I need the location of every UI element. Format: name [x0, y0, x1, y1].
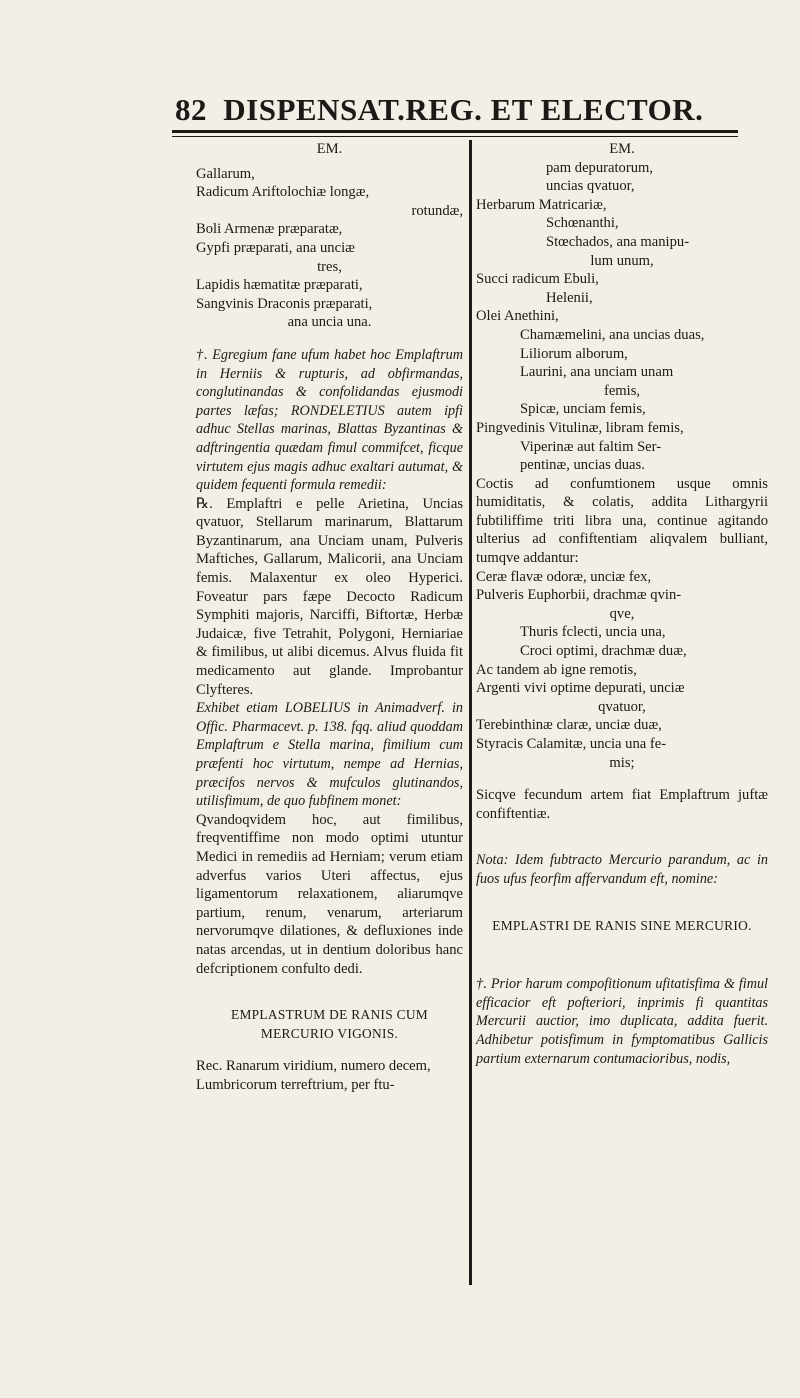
ingredient-line: rotundæ,: [411, 202, 463, 219]
ingredient-line: Gypfi præparati, ana unciæ: [196, 239, 355, 256]
ingredient-line: femis,: [603, 382, 641, 399]
ingredient-line: Liliorum alborum,: [520, 345, 628, 362]
ingredient-line: Herbarum Matricariæ,: [476, 196, 607, 213]
ingredient-line: tres,: [317, 258, 342, 275]
ingredient-line: uncias qvatuor,: [546, 178, 635, 195]
ingredient-line: Chamæmelini, ana uncias duas,: [520, 326, 705, 343]
ingredient-line: qve,: [609, 605, 635, 622]
ingredient-line: Succi radicum Ebuli,: [476, 271, 599, 288]
right-em-label: EM.: [609, 141, 635, 157]
nota-note: Nota: Idem fubtracto Mercurio parandum, ac in fuos ufus feorfim affervandum eft, nomine:: [476, 852, 768, 887]
ingredient-line: Sangvinis Draconis præparati,: [196, 295, 373, 312]
closing-paragraph: Qvandoqvidem hoc, aut fimilibus, freqventiffime non modo optimi utuntur Medici in remediis ad Herniam; verum etiam adverfus varios Uteri affectus, ejus ligamentorum relaxationem, aliarumqve partium, renum, venarum, arteriarum nervorumqve dilationes, & defluxiones inde natas arcendas, ut in dentium doloribus hanc defcriptionem confulto dedi.: [196, 811, 463, 977]
page-number: 82: [175, 92, 207, 127]
instruction-paragraph: Coctis ad confumtionem usque omnis humiditatis, & colatis, addita Lithargyrii fubtiliffime triti libra una, continue agitando ulterius ad confiftentiam aliqvalem bulliant, tumqve addantur:: [476, 475, 768, 567]
commentary-note: †. Egregium fane ufum habet hoc Emplaftrum in Herniis & rupturis, ad obfirmandas, conglutinandas & confolidandas ejusmodi partes læfas; RONDELETIUS autem ipfi adhuc Stellas marinas, Blattas Byzantinas & adftringentia quædam fimul commifcet, ficque virtutem ejus magis adhuc exaltari autumat, & quidem fequenti formula remedii:: [196, 346, 463, 494]
ingredient-line: Ceræ flavæ odoræ, unciæ fex,: [476, 568, 652, 585]
ingredient-line: Spicæ, unciam femis,: [520, 401, 646, 418]
left-column: [196, 140, 463, 1095]
ingredient-line: Viperinæ aut faltim Ser-: [520, 438, 662, 455]
ingredient-line: Croci optimi, drachmæ duæ,: [520, 643, 687, 660]
ingredient-line: qvatuor,: [598, 698, 646, 715]
commentary-note: †. Prior harum compofitionum ufitatisfima & fimul efficacior eft pofteriori, inprimis fi quantitas Mercurii auctior, imo duplicata, addita fuerit. Adhibetur potisfimum in fymptomatibus Gallicis partium externarum contumacioribus, nodis,: [476, 976, 768, 1067]
ingredient-line: Gallarum,: [196, 165, 255, 182]
ingredient-line: Boli Armenæ præparatæ,: [196, 221, 343, 238]
ingredient-line: Lapidis hæmatitæ præparati,: [196, 277, 363, 294]
ingredient-line: Pingvedinis Vitulinæ, libram femis,: [476, 419, 684, 436]
ingredient-line: Styracis Calamitæ, uncia una fe-: [476, 736, 667, 752]
right-column: [476, 140, 768, 1068]
header-rule: [172, 130, 738, 133]
ingredient-line: Pulveris Euphorbii, drachmæ qvin-: [476, 587, 682, 604]
ingredient-line: Argenti vivi optime depurati, unciæ: [476, 680, 685, 697]
ingredient-line: Olei Anethini,: [476, 308, 559, 325]
ingredient-line: Laurini, ana unciam unam: [520, 364, 674, 381]
header-rule-thin: [172, 136, 738, 137]
ingredient-line: ana uncia una.: [287, 314, 372, 331]
recipe-paragraph: ℞. Emplaftri e pelle Arietina, Uncias qvatuor, Stellarum marinarum, Blattarum Byzantinarum, ana Unciam unam, Pulveris Maftiches, Gallarum, Malicorii, ana Unciam femis. Malaxentur ex oleo Hyperici. Foveatur pars fæpe Decocto Radicum Symphiti majoris, Narciffi, Biftortæ, Herbæ Judaicæ, five Tetrahit, Polygoni, Herniariae & fimilibus, ut alibi dicemus. Alvus fluida fit medicamento aut glande. Improbantur Clyfteres.: [196, 495, 463, 698]
ingredient-line: Terebinthinæ claræ, unciæ duæ,: [476, 717, 662, 734]
ingredient-line: Radicum Ariftolochiæ longæ,: [196, 184, 370, 201]
section-title: EMPLASTRUM DE RANIS CUM MERCURIO VIGONIS.: [231, 1007, 428, 1041]
closing-paragraph: Sicqve fecundum artem fiat Emplaftrum juftæ confiftentiæ.: [476, 787, 768, 822]
ingredient-line: mis;: [609, 754, 635, 771]
column-divider: [469, 140, 472, 1285]
ingredient-line: Schœnanthi,: [546, 215, 619, 232]
running-title: DISPENSAT.REG. ET ELECTOR.: [223, 92, 704, 127]
recipe-line: Lumbricorum terreftrium, per ftu-: [196, 1076, 395, 1093]
ingredient-line: pam depuratorum,: [546, 159, 653, 176]
recipe-line: Rec. Ranarum viridium, numero decem,: [196, 1058, 431, 1075]
section-title: EMPLASTRI DE RANIS SINE MERCURIO.: [492, 917, 752, 933]
reference-note: Exhibet etiam LOBELIUS in Animadverf. in Offic. Pharmacevt. p. 138. fqq. aliud quoddam Emplaftrum e Stella marina, fimilium cum præfenti hoc virtutum, nempe ad Hernias, præcifos nervos & mufculos glutinandos, utilisfimum, de quo fubfinem monet:: [196, 700, 463, 810]
ingredient-line: Thuris fclecti, uncia una,: [520, 624, 666, 641]
ingredient-line: Helenii,: [546, 289, 593, 306]
ingredient-line: Stœchados, ana manipu-: [546, 233, 690, 250]
ingredient-line: lum unum,: [590, 252, 654, 269]
left-em-label: EM.: [316, 141, 343, 157]
ingredient-line: pentinæ, uncias duas.: [520, 457, 645, 474]
ingredient-line: Ac tandem ab igne remotis,: [476, 661, 637, 678]
